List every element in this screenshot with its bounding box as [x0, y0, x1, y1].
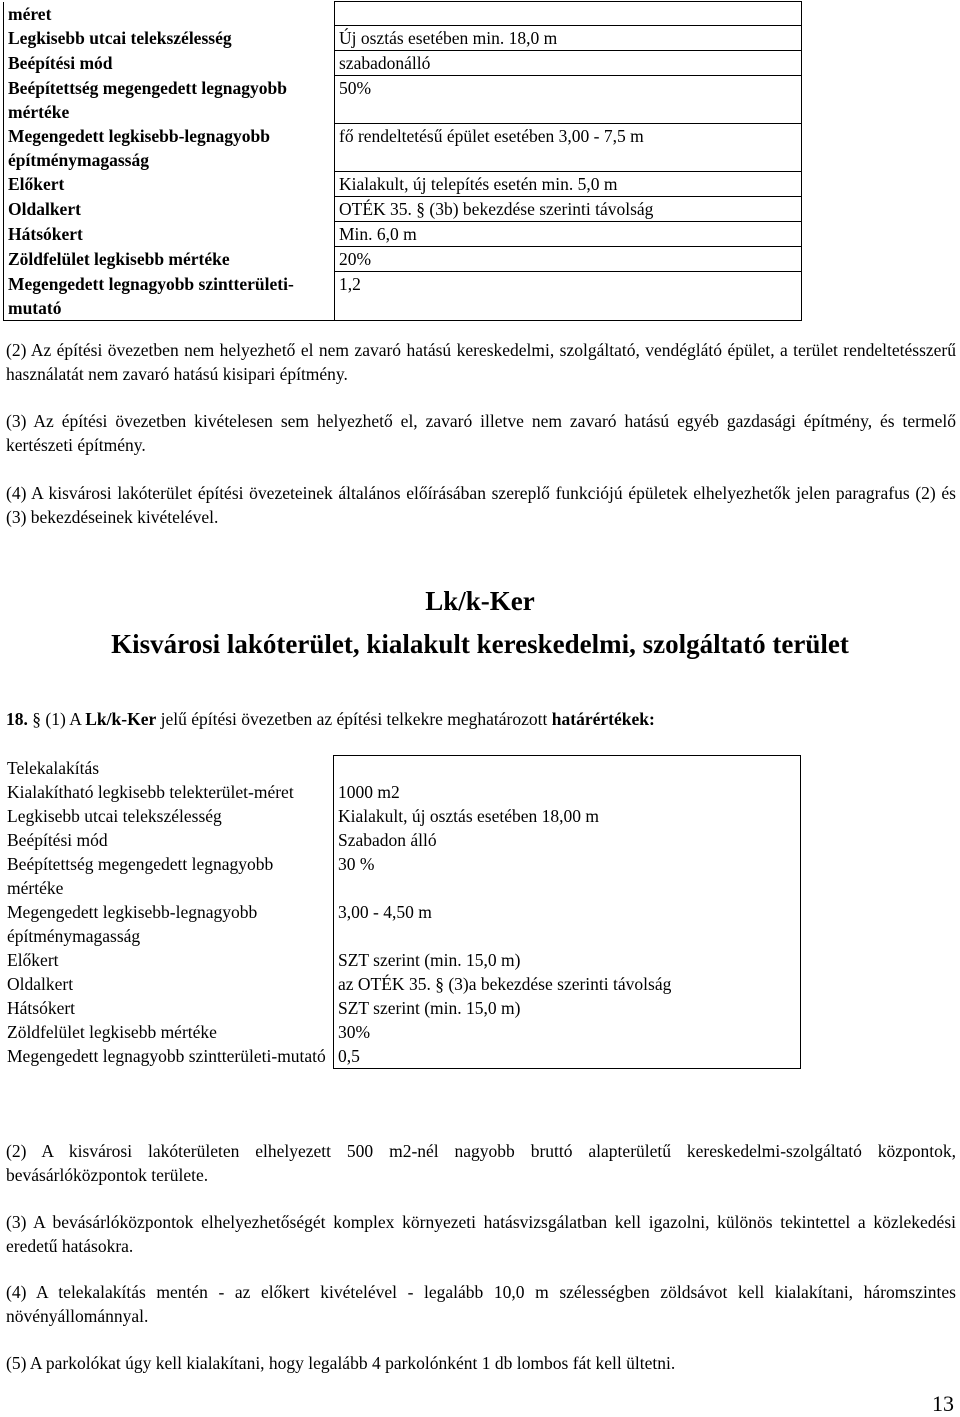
- table-row: [3, 756, 801, 780]
- table-row: [3, 1020, 801, 1044]
- table-row: [3, 852, 801, 900]
- row-value: 1,2: [335, 272, 802, 321]
- row-label: Előkert: [7, 949, 59, 970]
- row-value: 30%: [334, 1020, 801, 1044]
- table-row: [4, 247, 802, 272]
- row-value: Kialakult, új osztás esetében 18,00 m: [334, 804, 801, 828]
- table-row: [4, 222, 802, 247]
- paragraph-number: 18.: [6, 709, 28, 729]
- table-row: [3, 996, 801, 1020]
- row-value: 3,00 - 4,50 m: [334, 900, 801, 948]
- paragraph-4: (4) A kisvárosi lakóterület építési övezeteinek általános előírásában szereplő funkciójú épületek elhelyezhetők jelen paragrafus (2) és (3) bekezdéseinek kivételével.: [6, 483, 956, 527]
- intro-bold-end: határértékek:: [551, 709, 655, 729]
- row-label: Zöldfelület legkisebb mértéke: [7, 1021, 217, 1042]
- table-row: [4, 197, 802, 222]
- row-label: Zöldfelület legkisebb mértéke: [4, 247, 335, 272]
- row-label: Megengedett legkisebb-legnagyobb építménymagasság: [4, 124, 335, 172]
- row-label: Megengedett legkisebb-legnagyobb építménymagasság: [7, 901, 258, 946]
- row-value: SZT szerint (min. 15,0 m): [334, 948, 801, 972]
- table-row: [3, 948, 801, 972]
- section-code: Lk/k-Ker: [425, 586, 535, 616]
- row-label: Beépítettség megengedett legnagyobb mértéke: [7, 853, 274, 898]
- page-number: 13: [932, 1391, 954, 1416]
- paragraph-2b: (2) A kisvárosi lakóterületen elhelyezett 500 m2-nél nagyobb bruttó alapterületű kereskedelmi-szolgáltató központok, bevásárlóközpontok területe.: [6, 1141, 956, 1185]
- row-label: Hátsókert: [7, 997, 76, 1018]
- table-row: [4, 172, 802, 197]
- table-row: [3, 1044, 801, 1069]
- table-row: [4, 26, 802, 51]
- row-label: Oldalkert: [7, 973, 74, 994]
- row-value: Új osztás esetében min. 18,0 m: [335, 26, 802, 51]
- table-row: [3, 780, 801, 804]
- row-value: Min. 6,0 m: [335, 222, 802, 247]
- table-row: [3, 900, 801, 948]
- paragraph-2: (2) Az építési övezetben nem helyezhető el nem zavaró hatású kereskedelmi, szolgáltató, vendéglátó épület, a terület rendeltetésszerű használatát nem zavaró hatású kisipari építmény.: [6, 340, 956, 384]
- zoning-table-1: [3, 1, 802, 321]
- row-label: Legkisebb utcai telekszélesség: [7, 805, 222, 826]
- table-row: [4, 51, 802, 76]
- row-label: Előkert: [4, 172, 335, 197]
- row-value: SZT szerint (min. 15,0 m): [334, 996, 801, 1020]
- paragraph-3: (3) Az építési övezetben kivételesen sem helyezhető el, zavaró illetve nem zavaró hatású egyéb gazdasági építmény, és termelő kertészeti építmény.: [6, 411, 956, 455]
- row-value: fő rendeltetésű épület esetében 3,00 - 7,5 m: [335, 124, 802, 172]
- table-row: [3, 828, 801, 852]
- zoning-table-2: [3, 755, 801, 1069]
- row-value: 1000 m2: [334, 780, 801, 804]
- intro-text-2: jelű építési övezetben az építési telkekre meghatározott: [156, 709, 552, 729]
- row-value: 30 %: [334, 852, 801, 900]
- table-row: [3, 804, 801, 828]
- paragraph-3b: (3) A bevásárlóközpontok elhelyezhetőségét komplex környezeti hatásvizsgálatban kell igazolni, különös tekintettel a közlekedési eredetű hatásokra.: [6, 1212, 956, 1256]
- row-label: Megengedett legnagyobb szintterületi-mutató: [4, 272, 335, 321]
- table-row: [4, 2, 802, 26]
- row-label: Kialakítható legkisebb telekterület-méret: [7, 781, 294, 802]
- row-label: Oldalkert: [4, 197, 335, 222]
- row-value: [334, 756, 801, 780]
- row-label: Beépítési mód: [4, 51, 335, 76]
- row-value: az OTÉK 35. § (3)a bekezdése szerinti távolság: [334, 972, 801, 996]
- row-label: Legkisebb utcai telekszélesség: [4, 26, 335, 51]
- row-value: 50%: [335, 76, 802, 124]
- row-value: 20%: [335, 247, 802, 272]
- table-row: [3, 972, 801, 996]
- section-intro: [6, 707, 956, 731]
- row-value: [335, 2, 802, 26]
- row-value: 0,5: [334, 1044, 801, 1069]
- row-label: Hátsókert: [4, 222, 335, 247]
- row-value: Kialakult, új telepítés esetén min. 5,0 m: [335, 172, 802, 197]
- row-label: Beépítettség megengedett legnagyobb mértéke: [4, 76, 335, 124]
- row-value: OTÉK 35. § (3b) bekezdése szerinti távolság: [335, 197, 802, 222]
- row-value: Szabadon álló: [334, 828, 801, 852]
- row-label: Telekalakítás: [7, 757, 100, 778]
- paragraph-4b: (4) A telekalakítás mentén - az előkert kivételével - legalább 10,0 m szélességben zöldsávot kell kialakítani, háromszintes növényállománnyal.: [6, 1282, 956, 1326]
- row-value: szabadonálló: [335, 51, 802, 76]
- section-title: Kisvárosi lakóterület, kialakult kereskedelmi, szolgáltató terület: [111, 629, 849, 659]
- table-row: [4, 76, 802, 124]
- table-row: [4, 272, 802, 321]
- table-row: [4, 124, 802, 172]
- intro-text-1: § (1) A: [27, 709, 86, 729]
- intro-code: Lk/k-Ker: [85, 709, 157, 729]
- row-label: Beépítési mód: [7, 829, 108, 850]
- row-label: Megengedett legnagyobb szintterületi-mutató: [7, 1045, 326, 1066]
- paragraph-5b: (5) A parkolókat úgy kell kialakítani, hogy legalább 4 parkolónként 1 db lombos fát kell ültetni.: [6, 1353, 676, 1373]
- row-label: méret: [4, 2, 335, 26]
